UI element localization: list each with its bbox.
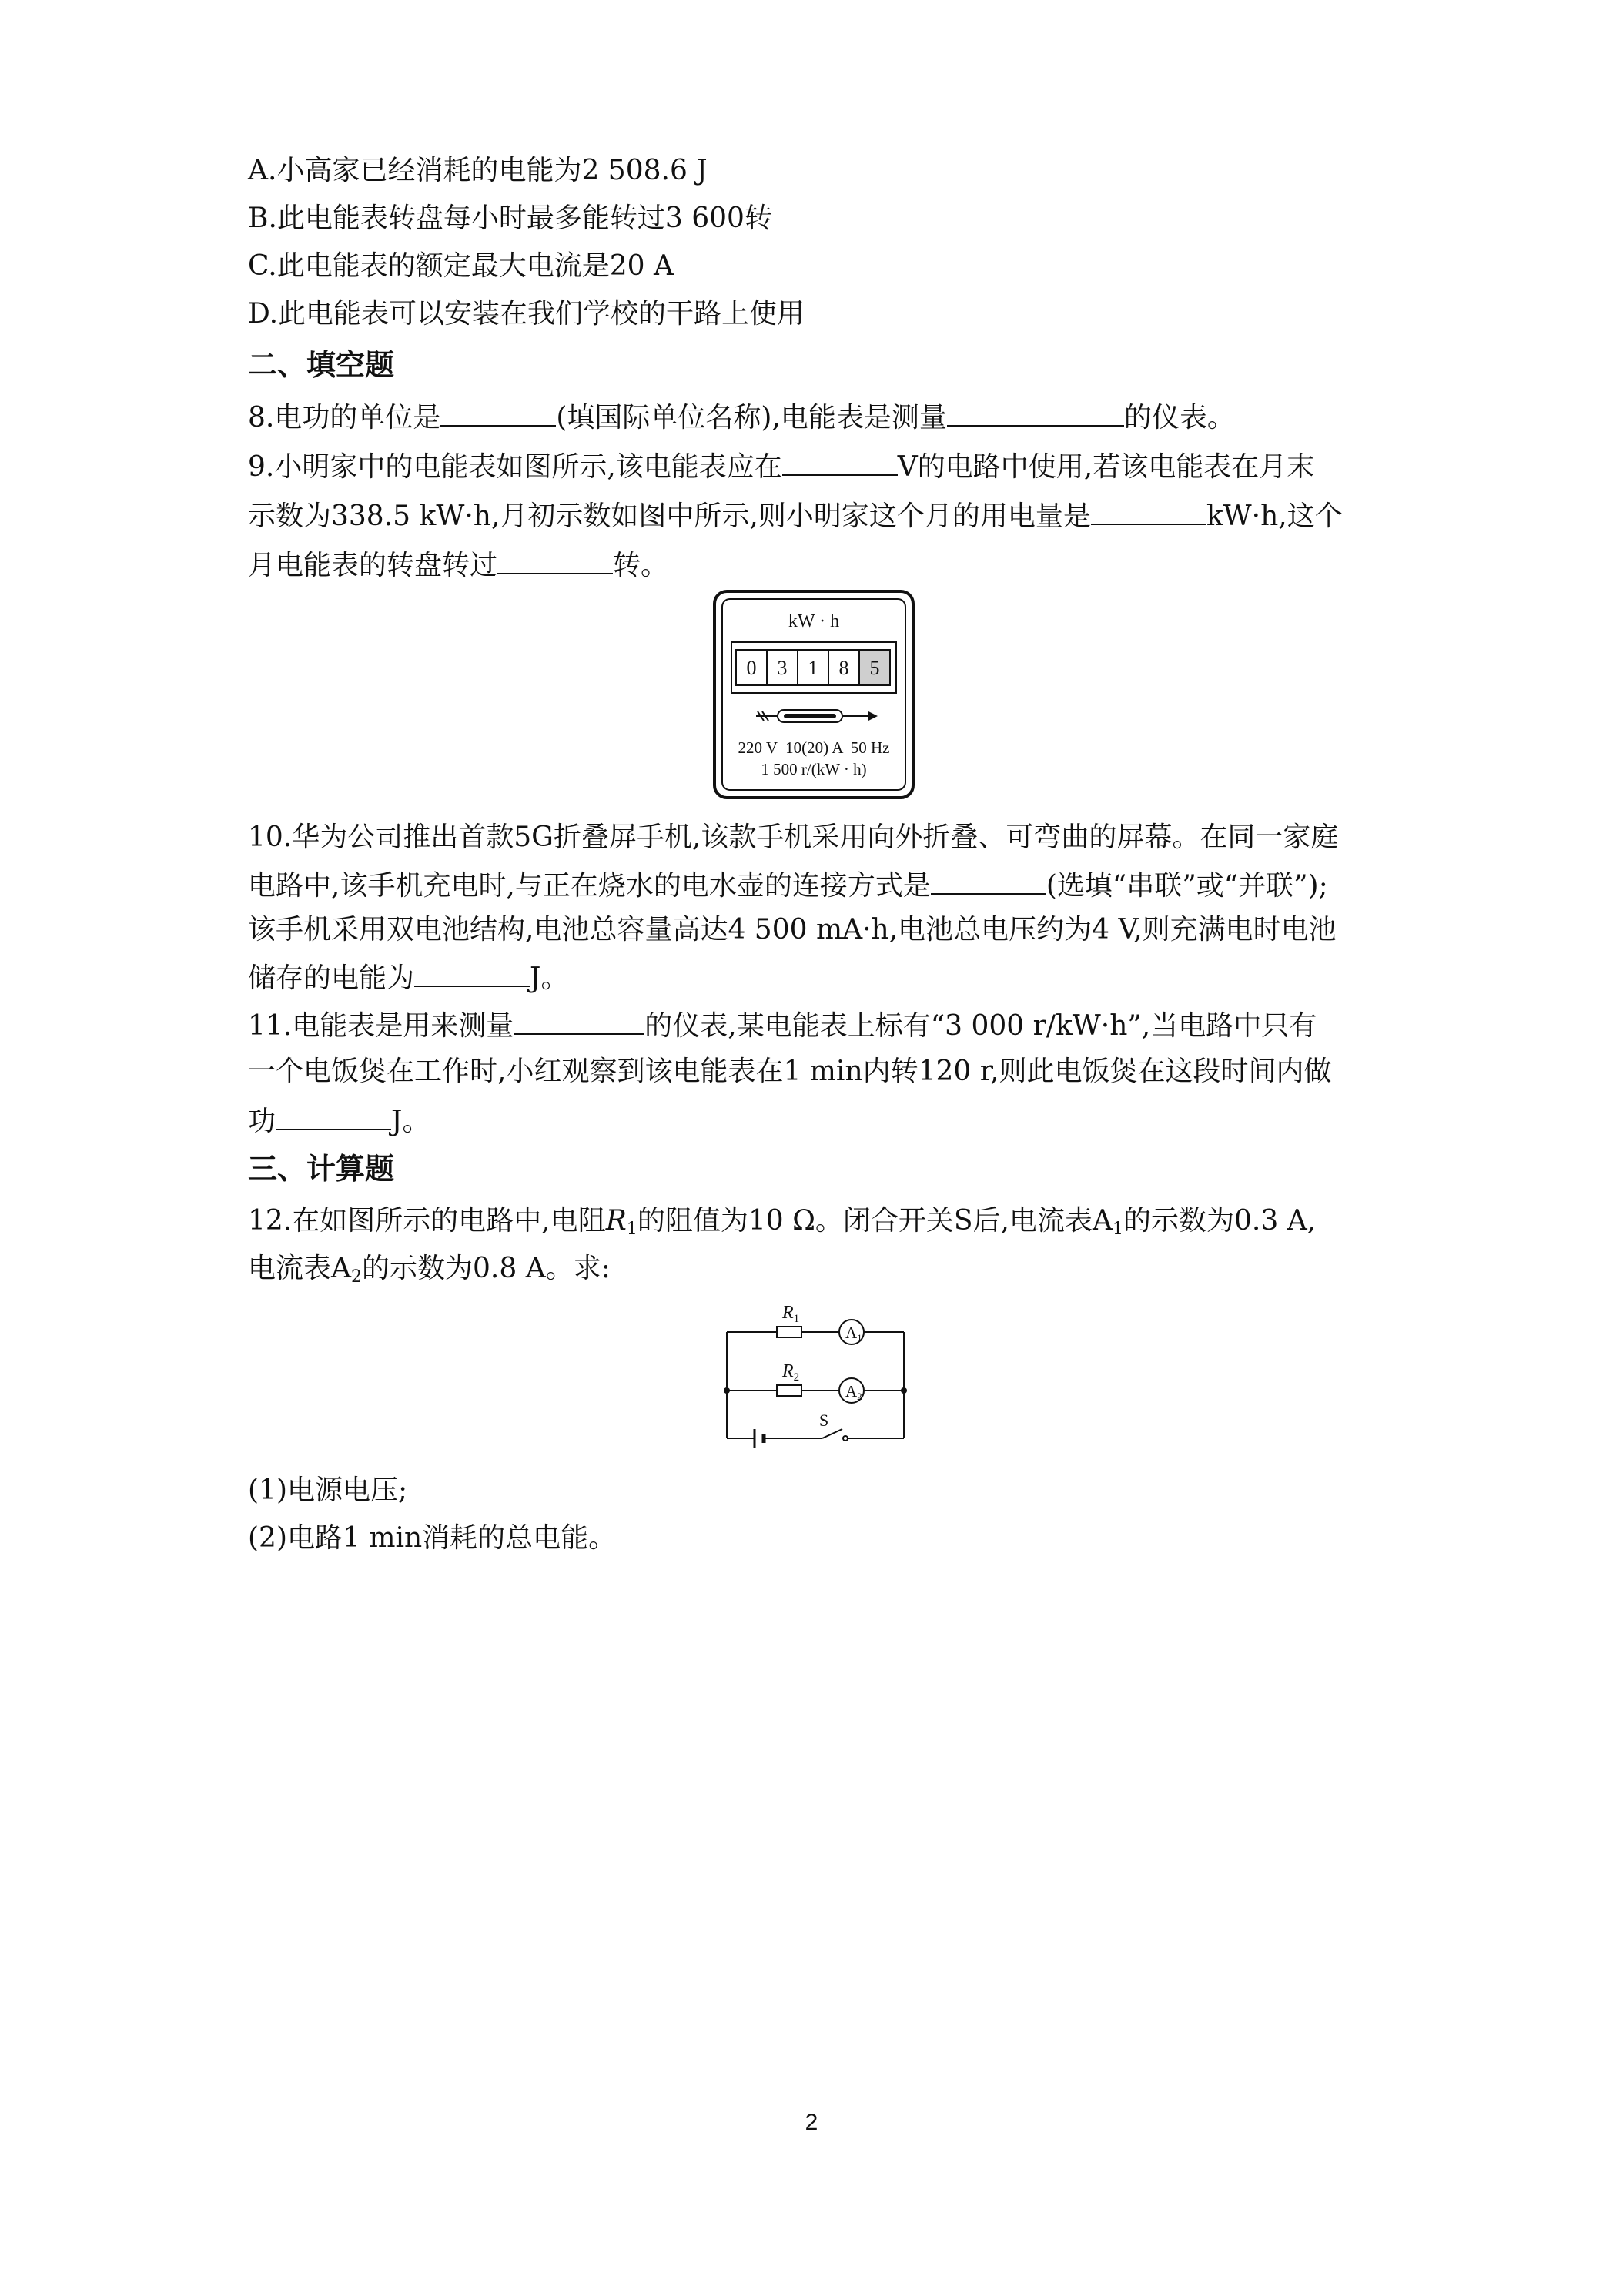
- answer-blank: [931, 865, 1046, 895]
- q9-text-1: 9.小明家中的电能表如图所示,该电能表应在: [248, 451, 782, 483]
- q8-text-2: (填国际单位名称),电能表是测量: [556, 402, 947, 433]
- q12-text-2a: 电流表A: [248, 1253, 351, 1284]
- answer-blank: [1091, 496, 1206, 525]
- question-10-line-2: [248, 865, 1328, 905]
- q10-text-2b: (选填“串联”或“并联”);: [1046, 870, 1328, 902]
- question-11-line-3: [248, 1101, 430, 1140]
- question-10-line-3: 该手机采用双电池结构,电池总容量高达4 500 mA·h,电池总电压约为4 V,则充满电时电池: [248, 914, 1337, 946]
- ammeter-a2-label: A2: [845, 1382, 862, 1402]
- junction-dot: [901, 1387, 907, 1394]
- answer-blank: [276, 1101, 391, 1130]
- choice-b: B.此电能表转盘每小时最多能转过3 600转: [248, 202, 772, 234]
- question-11-line-1: [248, 1006, 1317, 1045]
- meter-spec-line-1: 220 V 10(20) A 50 Hz: [738, 738, 890, 757]
- answer-blank: [514, 1006, 644, 1035]
- q8-text-1: 8.电功的单位是: [248, 402, 441, 433]
- question-12-line-2: [248, 1250, 611, 1296]
- question-12-line-1: [248, 1203, 1316, 1248]
- choice-d: D.此电能表可以安装在我们学校的干路上使用: [248, 298, 805, 330]
- q11-text-3b: J。: [391, 1106, 430, 1137]
- answer-blank: [414, 958, 530, 987]
- meter-digit: 5: [869, 657, 880, 679]
- q11-text-1b: 的仪表,某电能表上标有“3 000 r/kW·h”,当电路中只有: [644, 1010, 1317, 1042]
- question-9-line-3: [248, 545, 668, 584]
- q12-text-1c: 的示数为0.3 A,: [1123, 1205, 1317, 1237]
- meter-unit-label: kW · h: [788, 611, 840, 631]
- meter-digit: 3: [777, 657, 788, 679]
- answer-blank: [947, 397, 1124, 427]
- switch-contact: [843, 1436, 848, 1441]
- page-number: 2: [805, 2110, 818, 2135]
- section-heading-fill-in: 二、填空题: [248, 348, 395, 382]
- choice-c: C.此电能表的额定最大电流是20 A: [248, 250, 674, 282]
- section-heading-calculation: 三、计算题: [248, 1152, 395, 1186]
- q9-text-2: V的电路中使用,若该电能表在月末: [897, 451, 1315, 483]
- q12-text-1a: 12.在如图所示的电路中,电阻: [248, 1205, 606, 1237]
- question-10-line-4: [248, 958, 568, 997]
- junction-dot: [724, 1387, 730, 1394]
- question-12-sub-1: (1)电源电压;: [248, 1474, 408, 1506]
- answer-blank: [497, 545, 613, 574]
- meter-digit: 8: [838, 657, 849, 679]
- question-8: [248, 397, 1235, 437]
- q10-text-4b: J。: [530, 962, 569, 994]
- circuit-diagram: [711, 1294, 919, 1455]
- q12-text-1b: 的阻值为10 Ω。闭合开关S后,电流表A: [637, 1205, 1113, 1237]
- meter-digit: 0: [746, 657, 757, 679]
- q9-text-5: 月电能表的转盘转过: [248, 550, 498, 581]
- meter-spec-line-2: 1 500 r/(kW · h): [761, 760, 867, 778]
- electric-meter-figure: [713, 590, 915, 799]
- subscript: 2: [351, 1267, 362, 1287]
- r2-label: $R_2$: [782, 1361, 800, 1384]
- question-10-line-1: 10.华为公司推出首款5G折叠屏手机,该款手机采用向外折叠、可弯曲的屏幕。在同一家庭: [248, 822, 1339, 853]
- battery-symbol: [755, 1429, 764, 1448]
- question-12-sub-2: (2)电路1 min消耗的总电能。: [248, 1522, 617, 1554]
- q10-text-2a: 电路中,该手机充电时,与正在烧水的电水壶的连接方式是: [248, 870, 931, 902]
- subscript: 1: [626, 1220, 637, 1239]
- q10-text-4a: 储存的电能为: [248, 962, 415, 994]
- subscript: 1: [1113, 1220, 1124, 1239]
- question-11-line-2: 一个电饭煲在工作时,小红观察到该电能表在1 min内转120 r,则此电饭煲在这段时间内做: [248, 1056, 1332, 1087]
- q12-text-2b: 的示数为0.8 A。求:: [362, 1253, 611, 1284]
- q9-text-4: kW·h,这个: [1206, 500, 1343, 532]
- q9-text-6: 转。: [613, 550, 669, 581]
- question-9-line-2: [248, 496, 1343, 535]
- answer-blank: [440, 397, 556, 427]
- q8-text-3: 的仪表。: [1123, 402, 1235, 433]
- choice-a: A.小高家已经消耗的电能为2 508.6 J: [248, 155, 708, 186]
- switch-label: S: [819, 1411, 829, 1430]
- ammeter-a1-label: A1: [845, 1324, 862, 1344]
- q11-text-1a: 11.电能表是用来测量: [248, 1010, 514, 1042]
- question-9-line-1: [248, 447, 1314, 486]
- resistor-symbol: R: [605, 1205, 627, 1237]
- q9-text-3: 示数为338.5 kW·h,月初示数如图中所示,则小明家这个月的用电量是: [248, 500, 1091, 532]
- r1-label: $R_1$: [782, 1303, 800, 1325]
- q11-text-3a: 功: [248, 1106, 276, 1137]
- answer-blank: [782, 447, 898, 476]
- meter-digit: 1: [808, 657, 818, 679]
